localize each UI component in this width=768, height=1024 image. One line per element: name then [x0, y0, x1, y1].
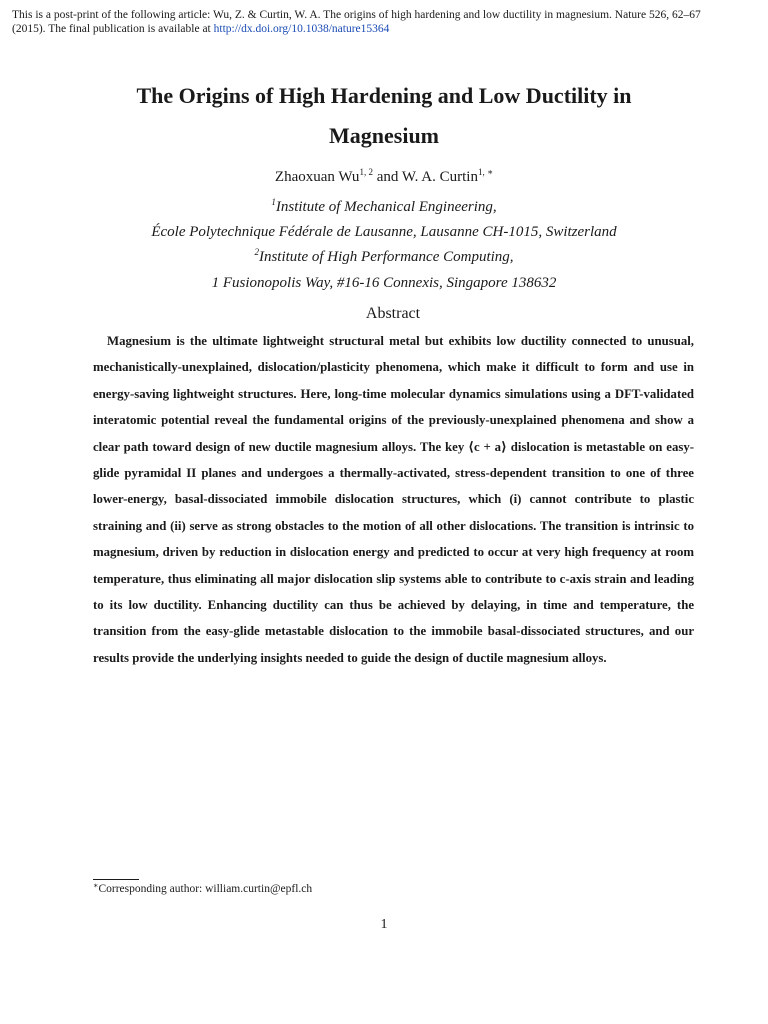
post-print-notice [12, 8, 712, 36]
affiliation-1-line-2 [0, 220, 768, 244]
corresponding-author-footnote [93, 882, 312, 896]
affiliation-2-line-1 [0, 245, 768, 269]
author-affiliation-mark: 1, ∗ [477, 167, 494, 177]
abstract-heading: Abstract [365, 305, 421, 322]
author-conjunction: and [372, 169, 402, 185]
affiliation-text: École Polytechnique Fédérale de Lausanne, Lausanne CH-1015, Switzerland [151, 224, 617, 240]
footnote-mark: ∗ [93, 881, 99, 890]
author-name: Zhaoxuan Wu [274, 169, 360, 185]
affiliation-text: Institute of High Performance Computing, [258, 249, 514, 265]
affiliation-text: 1 Fusionopolis Way, #16-16 Connexis, Singapore 138632 [211, 275, 557, 291]
affiliation-mark: 2 [254, 247, 259, 257]
author-affiliation-mark: 1, 2 [359, 167, 373, 177]
footnote-text: Corresponding author: william.curtin@epfl.ch [98, 883, 313, 895]
paper-title [60, 76, 708, 156]
footnote-rule [93, 879, 139, 880]
author-list [0, 166, 768, 188]
post-print-notice-text: This is a post-print of the following article: Wu, Z. & Curtin, W. A. The origins of high hardening and low ductility in magnesium. Nature 526, 62–67 (2015). The final publication is available at [12, 9, 701, 35]
page-number: 1 [380, 917, 388, 932]
paper-title-line-1: The Origins of High Hardening and Low Ductility in [136, 83, 632, 108]
abstract-text: Magnesium is the ultimate lightweight structural metal but exhibits low ductility connected to unusual, mechanistically-unexplained, dislocation/plasticity phenomena, which make it difficult to form and use in energy-saving lightweight structures. Here, long-time molecular dynamics simulations using a DFT-validated interatomic potential reveal the fundamental origins of the previously-unexplained phenomena and show a clear path toward design of new ductile magnesium alloys. The key ⟨c + a⟩ dislocation is metastable on easy-glide pyramidal II planes and undergoes a thermally-activated, stress-dependent transition to one of three lower-energy, basal-dissociated immobile dislocation structures, which (i) cannot contribute to plastic straining and (ii) serve as strong obstacles to the motion of all other dislocations. The transition is intrinsic to magnesium, driven by reduction in dislocation energy and predicted to occur at very high frequency at room temperature, thus eliminating all major dislocation slip systems able to contribute to c-axis strain and leading to its low ductility. Enhancing ductility can thus be achieved by delaying, in time and temperature, the transition from the easy-glide metastable dislocation to the immobile basal-dissociated structures, and our results provide the underlying insights needed to guide the design of ductile magnesium alloys. [93, 334, 694, 665]
author-name: W. A. Curtin [401, 169, 478, 185]
doi-link[interactable]: http://dx.doi.org/10.1038/nature15364 [213, 23, 390, 35]
affiliation-1-line-1 [0, 195, 768, 219]
paper-title-line-2: Magnesium [329, 123, 439, 148]
affiliation-text: Institute of Mechanical Engineering, [275, 199, 497, 215]
affiliation-mark: 1 [271, 197, 276, 207]
affiliation-2-line-2 [0, 271, 768, 295]
